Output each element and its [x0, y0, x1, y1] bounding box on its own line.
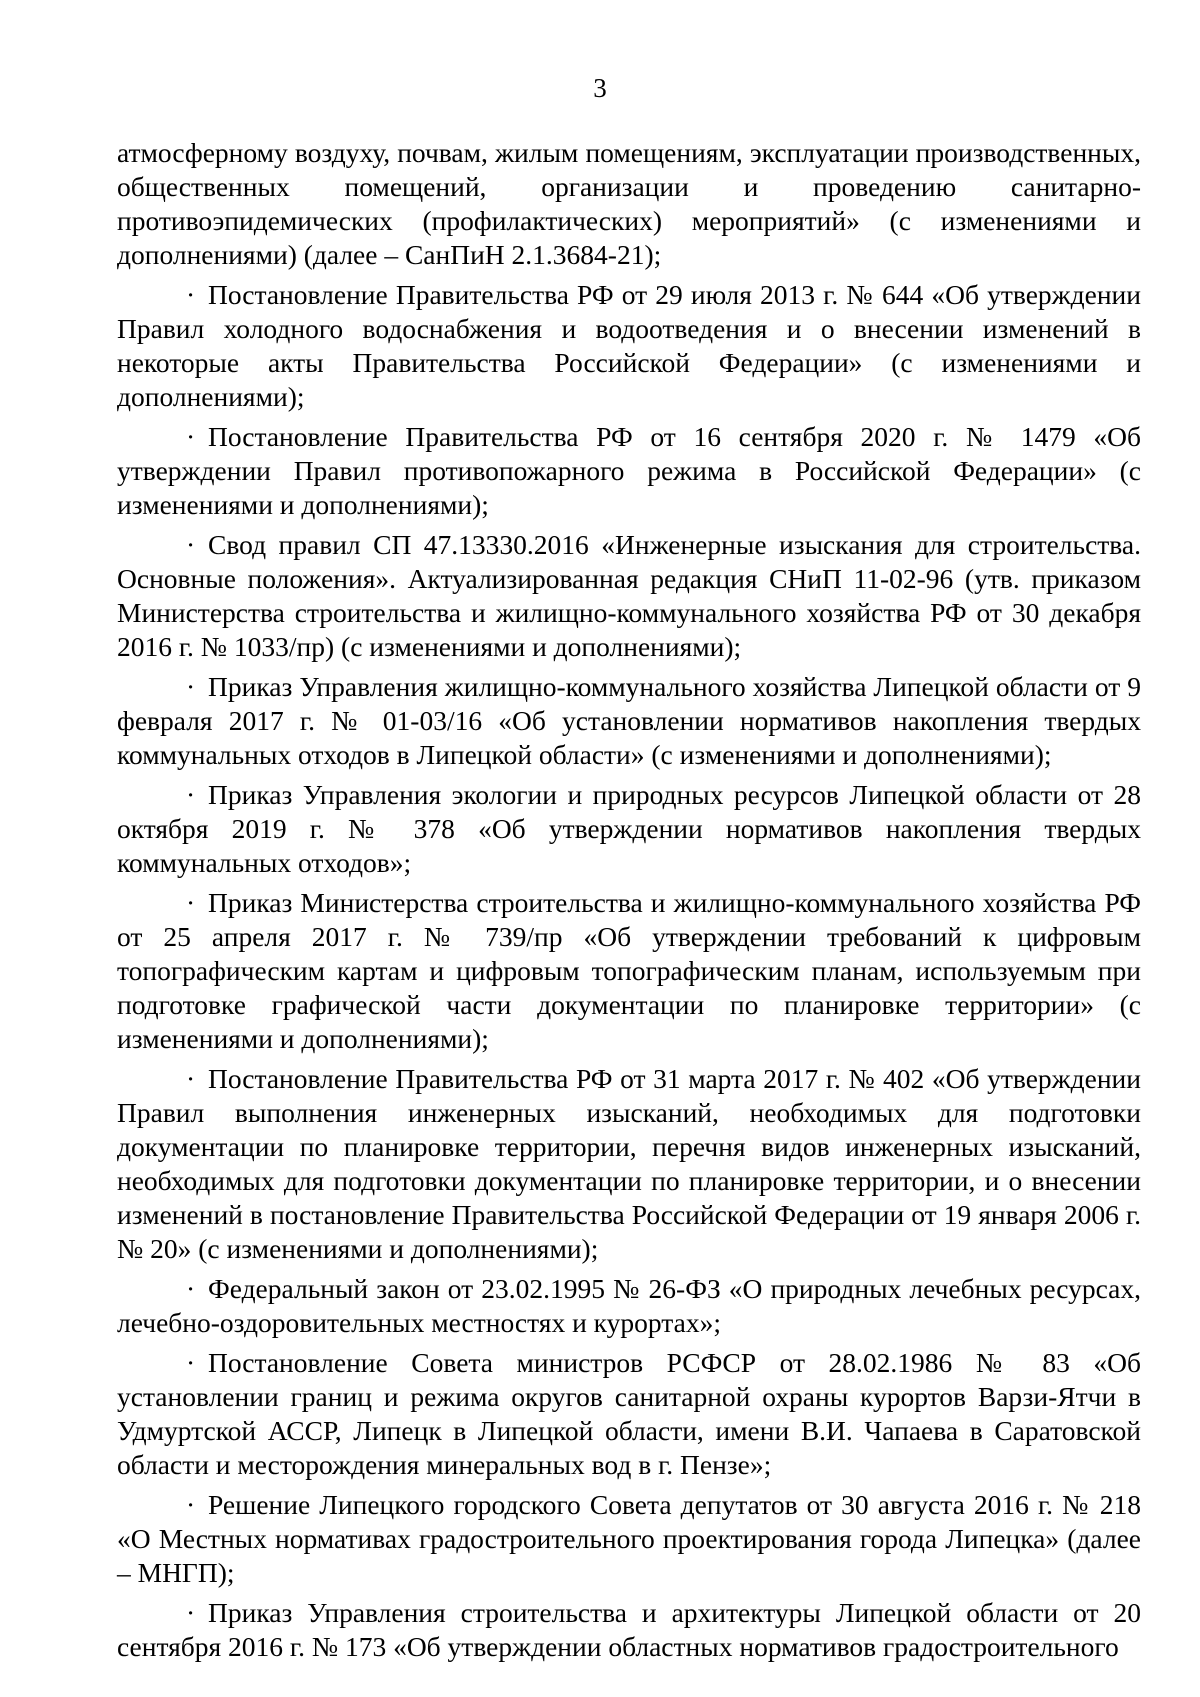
list-item: [117, 1488, 1141, 1590]
list-item: [117, 278, 1141, 414]
intro-paragraph: атмосферному воздуху, почвам, жилым помещениям, эксплуатации производственных, общественных помещений, организации и проведению санитарно-противоэпидемических (профилактических) мероприятий» (с изменениями и дополнениями) (далее – СанПиН 2.1.3684-21);: [117, 137, 1141, 270]
bullet-icon: ·: [186, 779, 196, 810]
list-item-text: Постановление Правительства РФ от 31 марта 2017 г. № 402 «Об утверждении Правил выполнения инженерных изысканий, необходимых для подготовки документации по планировке территории, перечня видов инженерных изысканий, необходимых для подготовки документации по планировке территории, и о внесении изменений в постановление Правительства Российской Федерации от 19 января 2006 г. № 20» (с изменениями и дополнениями);: [117, 1063, 1141, 1264]
list-item-text: Постановление Правительства РФ от 29 июля 2013 г. № 644 «Об утверждении Правил холодного водоснабжения и водоотведения и о внесении изменений в некоторые акты Правительства Российской Федерации» (с изменениями и дополнениями);: [117, 279, 1141, 412]
list-item-text: Приказ Министерства строительства и жилищно-коммунального хозяйства РФ от 25 апреля 2017 г. № 739/пр «Об утверждении требований к цифровым топографическим картам и цифровым топографическим планам, используемым при подготовке графической части документации по планировке территории» (с изменениями и дополнениями);: [117, 887, 1141, 1054]
list-item-text: Приказ Управления строительства и архитектуры Липецкой области от 20 сентября 2016 г. № 173 «Об утверждении областных нормативов градостроительного: [117, 1597, 1141, 1662]
document-body: [117, 136, 1141, 1670]
bullet-icon: ·: [186, 1347, 196, 1378]
list-item: [117, 670, 1141, 772]
list-item: [117, 1062, 1141, 1266]
list-item: [117, 528, 1141, 664]
list-item-text: Федеральный закон от 23.02.1995 № 26-ФЗ «О природных лечебных ресурсах, лечебно-оздоровительных местностях и курортах»;: [117, 1273, 1141, 1338]
bullet-icon: ·: [186, 279, 196, 310]
list-item-text: Приказ Управления экологии и природных ресурсов Липецкой области от 28 октября 2019 г. № 378 «Об утверждении нормативов накопления твердых коммунальных отходов»;: [117, 779, 1141, 878]
list-item-text: Постановление Правительства РФ от 16 сентября 2020 г. № 1479 «Об утверждении Правил противопожарного режима в Российской Федерации» (с изменениями и дополнениями);: [117, 421, 1141, 520]
bullet-icon: ·: [186, 529, 196, 560]
list-item: [117, 1596, 1141, 1664]
list-item-text: Постановление Совета министров РСФСР от 28.02.1986 № 83 «Об установлении границ и режима округов санитарной охраны курортов Варзи-Ятчи в Удмуртской АССР, Липецк в Липецкой области, имени В.И. Чапаева в Саратовской области и месторождения минеральных вод в г. Пензе»;: [117, 1347, 1141, 1480]
bullet-icon: ·: [186, 887, 196, 918]
bullet-icon: ·: [186, 1489, 196, 1520]
list-item-text: Свод правил СП 47.13330.2016 «Инженерные изыскания для строительства. Основные положения». Актуализированная редакция СНиП 11-02-96 (утв. приказом Министерства строительства и жилищно-коммунального хозяйства РФ от 30 декабря 2016 г. № 1033/пр) (с изменениями и дополнениями);: [117, 529, 1141, 662]
list-item: [117, 1272, 1141, 1340]
list-item-text: Решение Липецкого городского Совета депутатов от 30 августа 2016 г. № 218 «О Местных нормативах градостроительного проектирования города Липецка» (далее – МНГП);: [117, 1489, 1141, 1588]
list-item-text: Приказ Управления жилищно-коммунального хозяйства Липецкой области от 9 февраля 2017 г. № 01-03/16 «Об установлении нормативов накопления твердых коммунальных отходов в Липецкой области» (с изменениями и дополнениями);: [117, 671, 1141, 770]
page-number: 3: [593, 73, 607, 103]
list-item: [117, 778, 1141, 880]
list-item: [117, 420, 1141, 522]
bullet-icon: ·: [186, 1063, 196, 1094]
list-item: [117, 1346, 1141, 1482]
bullet-icon: ·: [186, 1597, 196, 1628]
list-item: [117, 886, 1141, 1056]
bullet-icon: ·: [186, 1273, 196, 1304]
bullet-icon: ·: [186, 421, 196, 452]
bullet-icon: ·: [186, 671, 196, 702]
